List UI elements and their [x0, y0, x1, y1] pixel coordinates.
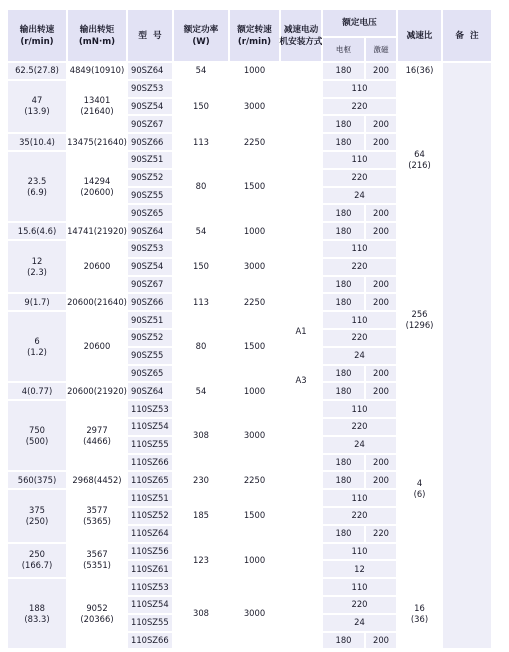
field-voltage-cell: 200	[365, 471, 397, 489]
field-voltage-cell: 200	[365, 382, 397, 400]
model-cell: 90SZ66	[127, 293, 173, 311]
output-torque-cell: 13401 (21640)	[67, 80, 127, 133]
armature-voltage-cell: 180	[322, 471, 365, 489]
rated-speed-cell: 1000	[229, 222, 280, 240]
armature-voltage-cell: 180	[322, 276, 365, 294]
rated-power-cell: 54	[173, 222, 229, 240]
rated-speed-cell: 3000	[229, 240, 280, 293]
header-reduction-ratio: 减速比	[397, 9, 442, 62]
model-cell: 110SZ66	[127, 632, 173, 650]
reduction-ratio-cell: 4 (6)	[397, 400, 442, 578]
model-cell: 90SZ53	[127, 80, 173, 98]
armature-voltage-cell: 180	[322, 632, 365, 650]
model-cell: 90SZ64	[127, 222, 173, 240]
output-torque-cell: 2977 (4466)	[67, 400, 127, 471]
rated-power-cell: 80	[173, 151, 229, 222]
armature-voltage-cell: 180	[322, 365, 365, 383]
mount-type-cell	[280, 62, 322, 649]
rated-speed-cell: 1500	[229, 151, 280, 222]
model-cell: 90SZ54	[127, 98, 173, 116]
output-speed-cell: 23.5 (6.9)	[7, 151, 67, 222]
rated-power-cell: 185	[173, 489, 229, 542]
rated-power-cell: 150	[173, 240, 229, 293]
output-speed-cell: 188 (83.3)	[7, 578, 67, 649]
header-mount-type: 减速电动 机安装方式	[280, 9, 322, 62]
armature-voltage-cell: 24	[322, 187, 397, 205]
output-torque-cell: 4849(10910)	[67, 62, 127, 80]
model-cell: 90SZ52	[127, 169, 173, 187]
header-rated-speed: 额定转速 (r/min)	[229, 9, 280, 62]
armature-voltage-cell: 110	[322, 240, 397, 258]
rated-power-cell: 113	[173, 293, 229, 311]
armature-voltage-cell: 180	[322, 115, 365, 133]
field-voltage-cell: 200	[365, 276, 397, 294]
field-voltage-cell: 200	[365, 133, 397, 151]
armature-voltage-cell: 180	[322, 204, 365, 222]
rated-power-cell: 54	[173, 382, 229, 400]
armature-voltage-cell: 220	[322, 258, 397, 276]
output-torque-cell: 9052 (20366)	[67, 578, 127, 649]
output-speed-cell: 12 (2.3)	[7, 240, 67, 293]
model-cell: 90SZ67	[127, 276, 173, 294]
model-cell: 90SZ65	[127, 365, 173, 383]
armature-voltage-cell: 220	[322, 98, 397, 116]
model-cell: 110SZ54	[127, 418, 173, 436]
header-output-speed: 输出转速 (r/min)	[7, 9, 67, 62]
rated-speed-cell: 1500	[229, 489, 280, 542]
output-torque-cell: 3577 (5365)	[67, 489, 127, 542]
armature-voltage-cell: 12	[322, 560, 397, 578]
remarks-cell	[442, 62, 492, 649]
field-voltage-cell: 220	[365, 525, 397, 543]
model-cell: 110SZ61	[127, 560, 173, 578]
model-cell: 110SZ55	[127, 436, 173, 454]
model-cell: 90SZ67	[127, 115, 173, 133]
model-cell: 90SZ51	[127, 311, 173, 329]
rated-speed-cell: 2250	[229, 133, 280, 151]
header-model: 型 号	[127, 9, 173, 62]
armature-voltage-cell: 110	[322, 151, 397, 169]
model-cell: 110SZ53	[127, 400, 173, 418]
field-voltage-cell: 200	[365, 62, 397, 80]
output-speed-cell: 6 (1.2)	[7, 311, 67, 382]
model-cell: 90SZ55	[127, 347, 173, 365]
armature-voltage-cell: 24	[322, 436, 397, 454]
armature-voltage-cell: 220	[322, 418, 397, 436]
armature-voltage-cell: 24	[322, 347, 397, 365]
model-cell: 110SZ64	[127, 525, 173, 543]
armature-voltage-cell: 180	[322, 525, 365, 543]
model-cell: 90SZ55	[127, 187, 173, 205]
output-speed-cell: 375 (250)	[7, 489, 67, 542]
armature-voltage-cell: 180	[322, 62, 365, 80]
header-armature: 电枢	[322, 37, 365, 62]
model-cell: 90SZ64	[127, 382, 173, 400]
output-torque-cell: 20600(21920)	[67, 382, 127, 400]
armature-voltage-cell: 220	[322, 169, 397, 187]
reduction-ratio-cell: 16 (36)	[397, 578, 442, 649]
rated-speed-cell: 1000	[229, 543, 280, 579]
model-cell: 110SZ52	[127, 507, 173, 525]
armature-voltage-cell: 110	[322, 311, 397, 329]
armature-voltage-cell: 110	[322, 543, 397, 561]
output-torque-cell: 20600	[67, 240, 127, 293]
armature-voltage-cell: 180	[322, 133, 365, 151]
armature-voltage-cell: 220	[322, 329, 397, 347]
rated-power-cell: 150	[173, 80, 229, 133]
model-cell: 110SZ51	[127, 489, 173, 507]
armature-voltage-cell: 180	[322, 293, 365, 311]
rated-power-cell: 123	[173, 543, 229, 579]
output-speed-cell: 750 (500)	[7, 400, 67, 471]
reduction-ratio-cell: 256 (1296)	[397, 240, 442, 400]
rated-speed-cell: 3000	[229, 578, 280, 649]
armature-voltage-cell: 110	[322, 489, 397, 507]
output-torque-cell: 13475(21640)	[67, 133, 127, 151]
model-cell: 110SZ54	[127, 596, 173, 614]
rated-speed-cell: 2250	[229, 471, 280, 489]
rated-speed-cell: 3000	[229, 400, 280, 471]
rated-power-cell: 308	[173, 578, 229, 649]
output-speed-cell: 4(0.77)	[7, 382, 67, 400]
output-speed-cell: 9(1.7)	[7, 293, 67, 311]
armature-voltage-cell: 110	[322, 400, 397, 418]
field-voltage-cell: 200	[365, 115, 397, 133]
field-voltage-cell: 200	[365, 454, 397, 472]
model-cell: 90SZ52	[127, 329, 173, 347]
reduction-ratio-cell: 16(36)	[397, 62, 442, 80]
rated-power-cell: 308	[173, 400, 229, 471]
model-cell: 90SZ64	[127, 62, 173, 80]
rated-power-cell: 230	[173, 471, 229, 489]
field-voltage-cell: 200	[365, 632, 397, 650]
rated-power-cell: 54	[173, 62, 229, 80]
armature-voltage-cell: 110	[322, 578, 397, 596]
model-cell: 110SZ53	[127, 578, 173, 596]
output-torque-cell: 2968(4452)	[67, 471, 127, 489]
armature-voltage-cell: 180	[322, 222, 365, 240]
output-torque-cell: 20600	[67, 311, 127, 382]
output-torque-cell: 20600(21640)	[67, 293, 127, 311]
output-speed-cell: 47 (13.9)	[7, 80, 67, 133]
output-speed-cell: 15.6(4.6)	[7, 222, 67, 240]
header-field: 激磁	[365, 37, 397, 62]
armature-voltage-cell: 180	[322, 382, 365, 400]
armature-voltage-cell: 180	[322, 454, 365, 472]
model-cell: 90SZ54	[127, 258, 173, 276]
model-cell: 110SZ65	[127, 471, 173, 489]
model-cell: 90SZ65	[127, 204, 173, 222]
rated-speed-cell: 3000	[229, 80, 280, 133]
output-speed-cell: 560(375)	[7, 471, 67, 489]
output-speed-cell: 250 (166.7)	[7, 543, 67, 579]
model-cell: 110SZ66	[127, 454, 173, 472]
motor-spec-table	[7, 9, 492, 645]
output-torque-cell: 14741(21920)	[67, 222, 127, 240]
output-torque-cell: 3567 (5351)	[67, 543, 127, 579]
mount-type-value: A3	[295, 374, 307, 385]
field-voltage-cell: 200	[365, 293, 397, 311]
field-voltage-cell: 200	[365, 222, 397, 240]
rated-speed-cell: 2250	[229, 293, 280, 311]
output-speed-cell: 62.5(27.8)	[7, 62, 67, 80]
rated-speed-cell: 1500	[229, 311, 280, 382]
model-cell: 90SZ66	[127, 133, 173, 151]
output-speed-cell: 35(10.4)	[7, 133, 67, 151]
armature-voltage-cell: 220	[322, 596, 397, 614]
rated-speed-cell: 1000	[229, 62, 280, 80]
header-remarks: 备 注	[442, 9, 492, 62]
reduction-ratio-cell: 64 (216)	[397, 80, 442, 240]
armature-voltage-cell: 110	[322, 80, 397, 98]
header-rated-voltage: 额定电压	[322, 9, 397, 37]
field-voltage-cell: 200	[365, 365, 397, 383]
header-output-torque: 输出转矩 (mN·m)	[67, 9, 127, 62]
armature-voltage-cell: 24	[322, 614, 397, 632]
model-cell: 90SZ53	[127, 240, 173, 258]
mount-type-value: A1	[295, 325, 307, 336]
rated-power-cell: 80	[173, 311, 229, 382]
output-torque-cell: 14294 (20600)	[67, 151, 127, 222]
model-cell: 110SZ56	[127, 543, 173, 561]
field-voltage-cell: 200	[365, 204, 397, 222]
armature-voltage-cell: 220	[322, 507, 397, 525]
model-cell: 110SZ55	[127, 614, 173, 632]
rated-power-cell: 113	[173, 133, 229, 151]
model-cell: 90SZ51	[127, 151, 173, 169]
header-rated-power: 额定功率 (W)	[173, 9, 229, 62]
rated-speed-cell: 1000	[229, 382, 280, 400]
